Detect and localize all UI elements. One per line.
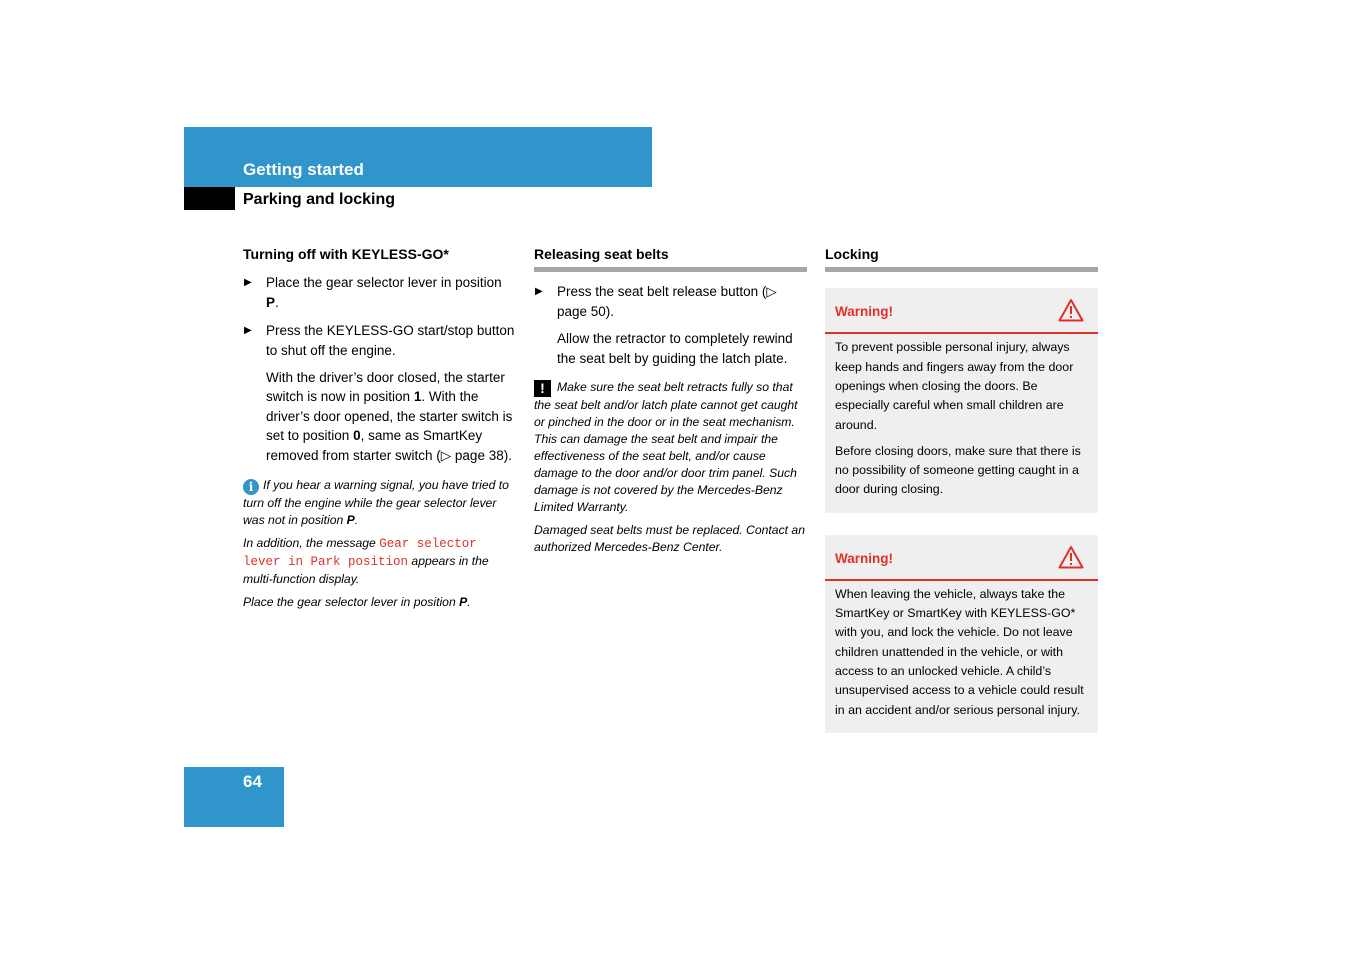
warning-box-doors bbox=[825, 288, 1098, 512]
warning-paragraph: To prevent possible personal injury, always keep hands and fingers away from the door openings when closing the doors. Be especially careful when small children are around. bbox=[835, 340, 1074, 432]
info-note-warning-signal bbox=[243, 477, 518, 529]
subsection-title: Parking and locking bbox=[243, 191, 396, 208]
step-text: Press the KEYLESS-GO start/stop button to shut off the engine. bbox=[266, 323, 515, 358]
warning-paragraph: When leaving the vehicle, always take the SmartKey or SmartKey with KEYLESS-GO* with you, and lock the vehicle. Do not leave children unattended in the vehicle, or with access to an unlocked vehicle. A child’s unsupervised access to a vehicle could result in an accident and/or serious personal injury. bbox=[835, 586, 1084, 717]
warning-header bbox=[825, 535, 1098, 581]
step-bold: P bbox=[266, 294, 276, 310]
para-text: . With the driver’s door opened, the starter switch is set to position bbox=[266, 389, 513, 444]
paragraph-retractor: Allow the retractor to completely rewind the seat belt by guiding the latch plate. bbox=[557, 331, 793, 366]
section-title: Getting started bbox=[243, 160, 364, 179]
warning-triangle-icon bbox=[1058, 545, 1084, 569]
bullet-arrow-icon: ▶ bbox=[244, 325, 252, 337]
caution-note-seat-belt bbox=[534, 379, 807, 516]
page-number: 64 bbox=[243, 772, 262, 791]
heading-locking: Locking bbox=[825, 245, 1098, 272]
step-release-button bbox=[534, 282, 807, 321]
page-number-box bbox=[184, 767, 284, 827]
warning-box-leaving-vehicle bbox=[825, 535, 1098, 733]
note-bold: P bbox=[459, 595, 468, 610]
warning-header bbox=[825, 288, 1098, 334]
display-message: Gear selector lever in Park position bbox=[243, 537, 477, 570]
note-text: . bbox=[354, 513, 359, 528]
warning-title: Warning! bbox=[835, 304, 893, 320]
info-note-message bbox=[243, 535, 518, 588]
note-text: If you hear a warning signal, you have tried to turn off the engine while the gear selector lever was not in position bbox=[243, 478, 509, 528]
para-text: , same as SmartKey removed from starter switch (▷ page 38). bbox=[266, 428, 512, 463]
bullet-arrow-icon: ▶ bbox=[535, 286, 543, 298]
step-text: Place the gear selector lever in position bbox=[266, 275, 502, 291]
note-bold: P bbox=[346, 513, 355, 528]
step-text: . bbox=[275, 294, 279, 310]
para-bold: 1 bbox=[413, 389, 422, 405]
paragraph-starter-switch bbox=[243, 368, 518, 465]
info-note-position bbox=[243, 594, 518, 611]
step-gear-selector bbox=[243, 273, 518, 312]
warning-body bbox=[825, 334, 1098, 512]
caution-icon: ! bbox=[534, 380, 551, 397]
section-tab-marker bbox=[184, 187, 235, 210]
warning-paragraph: Before closing doors, make sure that there is no possibility of someone getting caught in a door during closing. bbox=[835, 443, 1081, 497]
para-bold: 0 bbox=[353, 428, 361, 444]
warning-body bbox=[825, 581, 1098, 733]
heading-releasing-seat-belts: Releasing seat belts bbox=[534, 245, 807, 272]
warning-title: Warning! bbox=[835, 550, 893, 566]
heading-turning-off: Turning off with KEYLESS-GO* bbox=[243, 246, 449, 262]
bullet-arrow-icon: ▶ bbox=[244, 277, 252, 289]
para-text: With the driver’s door closed, the starter switch is now in position bbox=[266, 370, 505, 405]
column-locking bbox=[825, 245, 1098, 733]
note-text: Place the gear selector lever in position bbox=[243, 595, 460, 610]
column-keyless-go bbox=[243, 245, 518, 611]
column-seat-belts bbox=[534, 245, 807, 556]
warning-triangle-icon bbox=[1058, 298, 1084, 322]
note-text: Make sure the seat belt retracts fully so that the seat belt and/or latch plate cannot get caught or pinched in the door or in the seat mechanism. This can damage the seat belt and impair the effectiveness of the seat belt, and/or cause damage to the door and/or door trim panel. Such damage is not covered by the Mercedes-Benz Limited Warranty. bbox=[534, 380, 798, 515]
note-text: appears in the multi-function display. bbox=[243, 554, 489, 587]
info-icon: i bbox=[243, 479, 259, 495]
note-text: . bbox=[467, 595, 471, 610]
step-text: Press the seat belt release button (▷ page 50). bbox=[557, 284, 777, 319]
note-damaged-seat-belts: Damaged seat belts must be replaced. Contact an authorized Mercedes-Benz Center. bbox=[534, 523, 805, 555]
step-start-stop-button bbox=[243, 321, 518, 360]
note-text: In addition, the message bbox=[243, 536, 380, 551]
